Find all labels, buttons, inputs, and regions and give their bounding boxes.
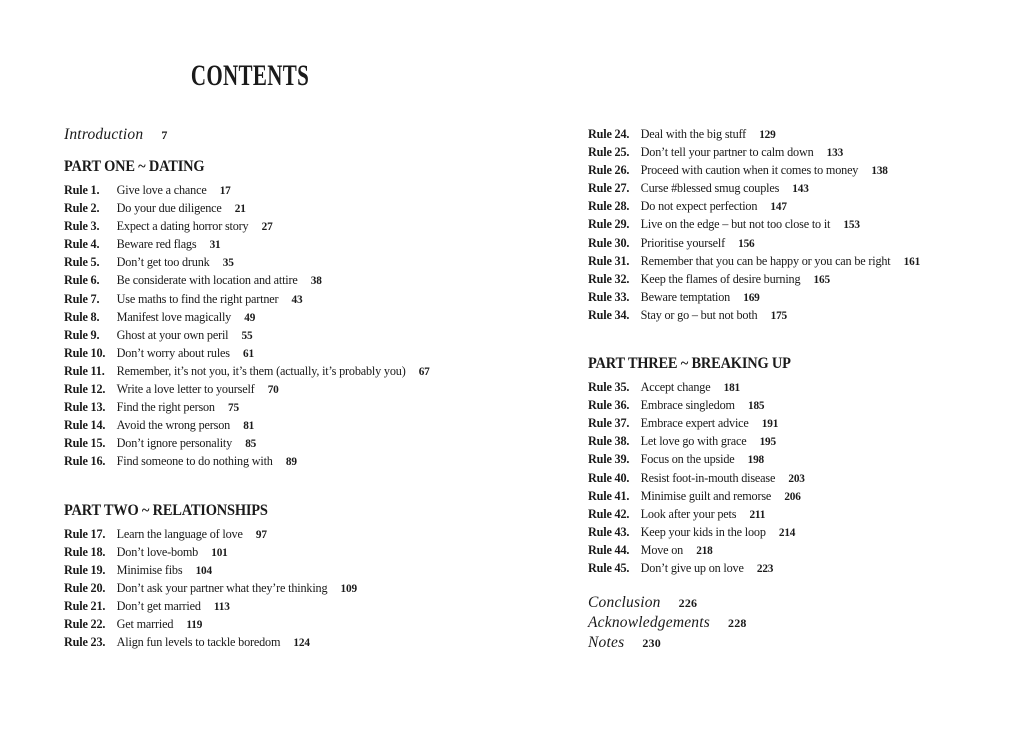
entry-title: Give love a chance <box>116 182 207 197</box>
entry-title: Don’t ask your partner what they’re thinking <box>116 579 328 595</box>
entry-page-number: 175 <box>770 307 787 322</box>
entry-title: Do your due diligence <box>116 200 222 216</box>
toc-rule-entry <box>64 308 511 326</box>
entry-label: Rule 37. <box>588 415 630 431</box>
toc-rule-entry <box>588 252 994 270</box>
entry-title: Manifest love magically <box>116 308 232 324</box>
entry-page-number: 195 <box>759 434 776 449</box>
entry-title: Ghost at your own peril <box>116 326 229 342</box>
entry-label: Rule 43. <box>588 523 630 539</box>
entry-page-number: 133 <box>826 145 844 160</box>
entry-title: Proceed with caution when it comes to money <box>640 162 859 178</box>
toc-rule-entry <box>588 378 994 396</box>
entry-page-number: 206 <box>784 488 801 503</box>
entry-label: Rule 23. <box>64 634 106 650</box>
toc-rule-entry <box>64 290 511 308</box>
entry-label: Rule 44. <box>588 541 630 557</box>
entry-label: Conclusion <box>588 594 661 612</box>
toc-column-left <box>64 125 539 651</box>
entry-title: Embrace singledom <box>640 397 735 413</box>
entry-page-number: 203 <box>788 470 805 485</box>
entry-page-number: 49 <box>244 309 256 324</box>
toc-rule-entry <box>64 398 511 416</box>
entry-title: Keep the flames of desire burning <box>640 270 801 286</box>
entry-label: Rule 38. <box>588 433 630 449</box>
entry-title: Beware temptation <box>640 288 731 304</box>
entry-title: Don’t ignore personality <box>116 435 233 451</box>
entry-label: Rule 18. <box>64 543 106 559</box>
entry-title: Let love go with grace <box>640 433 747 449</box>
entry-label: Rule 42. <box>588 505 630 521</box>
entry-page-number: 38 <box>310 273 322 288</box>
entry-label: Notes <box>588 634 625 652</box>
entry-label: Rule 36. <box>588 397 630 413</box>
entry-label: Rule 9. <box>64 326 100 342</box>
entry-title: Embrace expert advice <box>640 415 749 431</box>
toc-rule-entry <box>588 487 994 505</box>
toc-rule-entry <box>588 161 994 179</box>
toc-rule-entry <box>64 181 511 199</box>
toc-rule-entry <box>64 380 511 398</box>
entry-label: PART THREE ~ BREAKING UP <box>588 355 791 373</box>
toc-rule-entry <box>64 452 511 470</box>
entry-label: Rule 33. <box>588 288 630 304</box>
entry-page-number: 43 <box>291 291 303 306</box>
entry-title: Expect a dating horror story <box>116 218 249 234</box>
entry-label: Rule 8. <box>64 308 100 324</box>
toc-rule-entry <box>588 505 994 523</box>
entry-page-number: 153 <box>843 217 860 232</box>
toc-front-entry <box>588 613 1020 633</box>
toc-rule-entry <box>588 288 994 306</box>
entry-label: Rule 24. <box>588 126 630 141</box>
entry-label: Acknowledgements <box>588 614 710 632</box>
entry-title: Remember, it’s not you, it’s them (actually, it’s probably you) <box>116 362 406 378</box>
entry-page-number: 214 <box>778 524 796 539</box>
entry-page-number: 143 <box>792 181 809 196</box>
entry-page-number: 230 <box>642 636 661 651</box>
entry-label: Introduction <box>64 126 144 143</box>
entry-title: Align fun levels to tackle boredom <box>116 634 281 650</box>
entry-page-number: 85 <box>245 436 257 451</box>
entry-label: PART ONE ~ DATING <box>64 158 205 175</box>
entry-page-number: 27 <box>261 219 273 234</box>
entry-label: Rule 17. <box>64 525 106 541</box>
entry-title: Don’t worry about rules <box>116 344 230 360</box>
entry-page-number: 185 <box>748 398 765 413</box>
toc-rule-entry <box>588 450 994 468</box>
entry-label: Rule 19. <box>64 561 106 577</box>
toc-rule-entry <box>64 199 511 217</box>
entry-label: Rule 16. <box>64 453 106 469</box>
entry-label: Rule 14. <box>64 417 106 433</box>
entry-page-number: 124 <box>293 635 310 650</box>
entry-title: Deal with the big stuff <box>640 126 747 141</box>
entry-page-number: 97 <box>255 526 267 541</box>
toc-rule-entry <box>64 543 511 561</box>
entry-title: Accept change <box>640 379 711 395</box>
entry-label: Rule 27. <box>588 180 630 196</box>
entry-label: Rule 12. <box>64 381 106 397</box>
entry-label: Rule 13. <box>64 399 106 415</box>
entry-title: Prioritise yourself <box>640 234 725 250</box>
entry-label: Rule 20. <box>64 579 106 595</box>
toc-rule-entry <box>588 179 994 197</box>
entry-page-number: 70 <box>267 382 279 397</box>
toc-rule-entry <box>64 597 511 615</box>
toc-rule-entry <box>588 197 994 215</box>
entry-label: Rule 32. <box>588 270 630 286</box>
entry-title: Don’t love-bomb <box>116 543 199 559</box>
entry-page-number: 101 <box>211 544 228 559</box>
entry-label: Rule 21. <box>64 597 106 613</box>
entry-label: Rule 25. <box>588 144 630 160</box>
toc-column-right <box>588 125 1020 653</box>
entry-title: Do not expect perfection <box>640 198 758 214</box>
entry-label: Rule 26. <box>588 162 630 178</box>
entry-page-number: 55 <box>241 327 253 342</box>
entry-page-number: 81 <box>243 418 255 433</box>
entry-page-number: 119 <box>186 616 203 631</box>
toc-rule-entry <box>588 125 994 143</box>
entry-label: Rule 1. <box>64 182 100 197</box>
entry-title: Don’t get married <box>116 597 201 613</box>
entry-page-number: 161 <box>903 253 921 268</box>
toc-rule-entry <box>588 396 994 414</box>
entry-page-number: 169 <box>743 289 760 304</box>
entry-page-number: 211 <box>749 506 766 521</box>
entry-title: Be considerate with location and attire <box>116 272 298 288</box>
toc-part-entry <box>64 500 506 522</box>
entry-title: Keep your kids in the loop <box>640 523 766 539</box>
toc-rule-entry <box>64 416 511 434</box>
entry-label: Rule 41. <box>588 487 630 503</box>
entry-title: Minimise fibs <box>116 561 183 577</box>
entry-page-number: 21 <box>234 201 246 216</box>
entry-label: Rule 31. <box>588 252 630 268</box>
entry-label: Rule 3. <box>64 218 100 234</box>
toc-front-entry <box>588 633 1020 653</box>
entry-title: Look after your pets <box>640 505 737 521</box>
entry-page-number: 138 <box>871 163 888 178</box>
entry-page-number: 75 <box>228 400 239 415</box>
entry-label: Rule 5. <box>64 254 100 270</box>
entry-label: Rule 34. <box>588 306 630 322</box>
entry-page-number: 147 <box>770 199 787 214</box>
entry-label: Rule 4. <box>64 236 100 252</box>
entry-page-number: 113 <box>213 598 230 613</box>
entry-page-number: 198 <box>747 452 765 467</box>
entry-label: Rule 40. <box>588 469 630 485</box>
entry-label: Rule 11. <box>64 362 105 378</box>
toc-rule-entry <box>588 270 994 288</box>
toc-rule-entry <box>64 525 511 543</box>
entry-page-number: 191 <box>761 416 779 431</box>
toc-rule-entry <box>588 143 994 161</box>
entry-page-number: 109 <box>340 580 357 595</box>
toc-rule-entry <box>64 362 511 380</box>
toc-rule-entry <box>588 541 994 559</box>
toc-front-entry <box>64 125 539 145</box>
entry-title: Live on the edge – but not too close to it <box>640 216 831 232</box>
entry-page-number: 35 <box>222 255 234 270</box>
toc-part-entry <box>64 156 506 178</box>
entry-label: Rule 15. <box>64 435 106 451</box>
entry-label: Rule 2. <box>64 200 100 216</box>
entry-title: Use maths to find the right partner <box>116 290 279 306</box>
entry-title: Don’t get too drunk <box>116 254 210 270</box>
toc-rule-entry <box>588 215 994 233</box>
entry-label: Rule 28. <box>588 198 630 214</box>
entry-label: Rule 39. <box>588 451 630 467</box>
entry-label: Rule 7. <box>64 290 100 306</box>
toc-rule-entry <box>588 306 994 324</box>
entry-page-number: 165 <box>813 271 830 286</box>
entry-title: Find the right person <box>116 399 215 415</box>
toc-rule-entry <box>588 432 994 450</box>
entry-page-number: 223 <box>756 560 774 575</box>
entry-page-number: 156 <box>738 235 755 250</box>
page-title: CONTENTS <box>190 59 310 92</box>
entry-title: Don’t tell your partner to calm down <box>640 144 814 160</box>
toc-rule-entry <box>64 615 511 633</box>
entry-label: Rule 22. <box>64 615 106 631</box>
toc-rule-entry <box>64 344 511 362</box>
toc-rule-entry <box>64 326 511 344</box>
toc-rule-entry <box>64 235 511 253</box>
entry-page-number: 7 <box>161 128 168 142</box>
toc-rule-entry <box>64 633 511 651</box>
entry-title: Beware red flags <box>116 236 197 252</box>
toc-rule-entry <box>588 234 994 252</box>
entry-page-number: 129 <box>759 127 776 141</box>
entry-page-number: 61 <box>243 345 254 360</box>
toc-rule-entry <box>64 561 511 579</box>
entry-page-number: 104 <box>195 562 212 577</box>
entry-title: Move on <box>640 541 684 557</box>
entry-page-number: 226 <box>678 596 698 611</box>
entry-title: Minimise guilt and remorse <box>640 487 772 503</box>
entry-page-number: 89 <box>285 454 297 469</box>
toc-rule-entry <box>64 253 511 271</box>
toc-rule-entry <box>588 523 994 541</box>
entry-title: Focus on the upside <box>640 451 735 467</box>
entry-label: Rule 6. <box>64 272 100 288</box>
entry-page-number: 181 <box>723 380 740 395</box>
entry-title: Write a love letter to yourself <box>116 381 255 397</box>
entry-label: Rule 45. <box>588 559 630 575</box>
entry-label: Rule 10. <box>64 344 106 360</box>
entry-title: Get married <box>116 615 174 631</box>
toc-rule-entry <box>588 469 994 487</box>
entry-title: Curse #blessed smug couples <box>640 180 780 196</box>
entry-page-number: 31 <box>209 237 221 252</box>
entry-label: Rule 30. <box>588 234 630 250</box>
entry-page-number: 67 <box>418 363 430 378</box>
entry-page-number: 228 <box>728 616 747 631</box>
entry-title: Find someone to do nothing with <box>116 453 273 469</box>
entry-title: Stay or go – but not both <box>640 306 758 322</box>
entry-title: Avoid the wrong person <box>116 417 231 433</box>
entry-title: Remember that you can be happy or you can be right <box>640 252 891 268</box>
toc-rule-entry <box>64 271 511 289</box>
entry-title: Resist foot-in-mouth disease <box>640 469 776 485</box>
entry-page-number: 17 <box>219 183 231 197</box>
entry-title: Learn the language of love <box>116 525 243 541</box>
toc-rule-entry <box>588 414 994 432</box>
entry-label: Rule 29. <box>588 216 630 232</box>
entry-label: PART TWO ~ RELATIONSHIPS <box>64 501 268 519</box>
entry-label: Rule 35. <box>588 379 630 395</box>
toc-part-entry <box>588 353 990 375</box>
toc-rule-entry <box>64 434 511 452</box>
toc-rule-entry <box>588 559 994 577</box>
toc-rule-entry <box>64 217 511 235</box>
toc-rule-entry <box>64 579 511 597</box>
entry-page-number: 218 <box>696 542 713 557</box>
toc-front-entry <box>588 593 1020 613</box>
entry-title: Don’t give up on love <box>640 559 744 575</box>
